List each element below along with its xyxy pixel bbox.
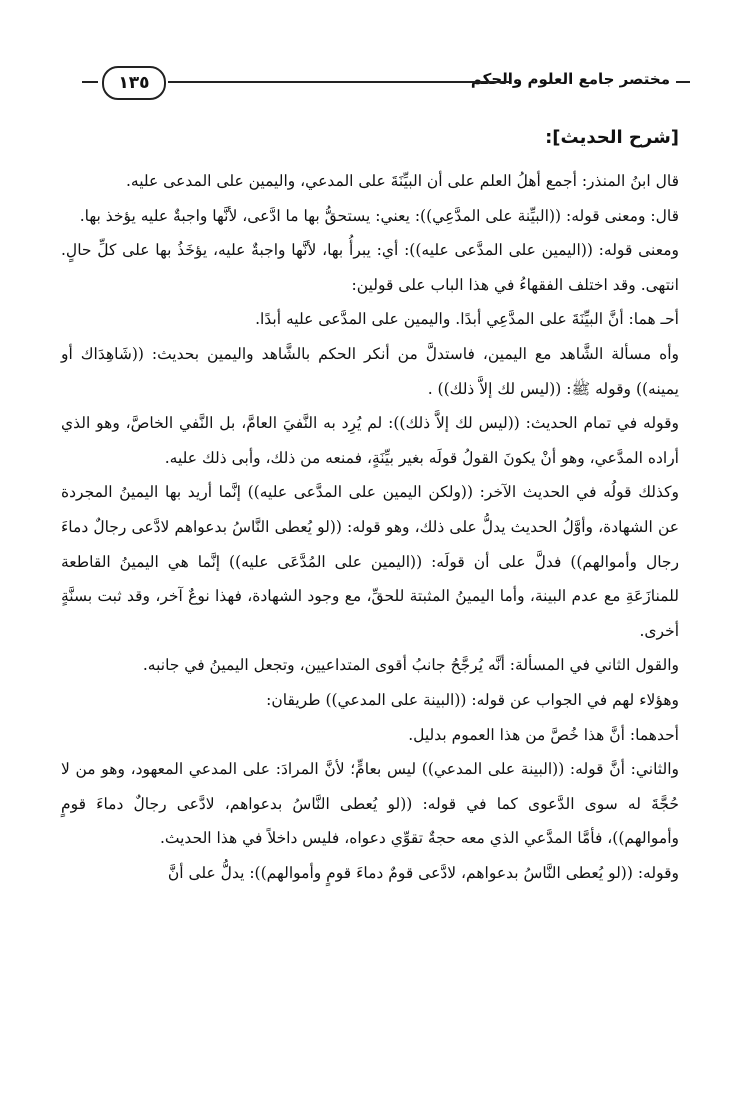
header-dash-right xyxy=(676,81,690,83)
book-title: مختصر جامع العلوم والحكم xyxy=(470,70,670,88)
paragraph-12: وقوله: ((لو يُعطى النَّاسُ بدعواهم، لادَّعى قومٌ دماءَ قومٍ وأموالهم)): يدلُّ على أنَّ xyxy=(167,863,679,882)
paragraph-7: وكذلك قولُه في الحديث الآخر: ((ولكن اليمين على المدَّعى عليه)) إنَّما أريد بها اليمينُ المجردة عن الشهادة، وأوَّلُ الحديث يدلُّ على ذلك، وهو قوله: ((لو يُعطى النَّاسُ بدعواهم لادَّعى رجالٌ دماءَ رجال وأموالهم)) فدلَّ على أن قولَه: ((اليمين على المُدَّعَى عليه)) إنَّما هي اليمينُ القاطعة للمنازَعَةِ مع عدم البينة، وأما اليمينُ المثبتة للحقِّ، مع وجود الشهادة، فهذا نوعٌ آخر، وقد ثبت بسنَّةٍ أخرى. xyxy=(61,483,679,640)
paragraph-8: والقول الثاني في المسألة: أنَّه يُرجَّحُ جانبُ أقوى المتداعيين، وتجعل اليمينُ في جانبه. xyxy=(142,656,679,675)
page-body xyxy=(61,118,679,890)
paragraph-6: وقوله في تمام الحديث: ((ليس لك إلاَّ ذلك)): لم يُرِد به النَّفيَ العامَّ، بل النَّفي الخاصَّ، وهو الذي أراده المدَّعي، وهو أنْ يكونَ القولُ قولَه بغير بيِّنَةٍ، فمنعه من ذلك، وأبى ذلك عليه. xyxy=(61,414,679,467)
paragraph-9: وهؤلاء لهم في الجواب عن قوله: ((البينة على المدعي)) طريقان: xyxy=(266,690,679,709)
section-heading: [شرح الحديث]: xyxy=(545,127,679,148)
paragraph-3: ومعنى قوله: ((اليمين على المدَّعى عليه)): أي: يبرأُ بها، لأنَّها واجبةٌ عليه، يؤخَذُ بها على كلِّ حالٍ. انتهى. وقد اختلف الفقهاءُ في هذا الباب على قولين: xyxy=(61,241,679,294)
page-number: ١٣٥ xyxy=(102,66,166,100)
running-header xyxy=(80,62,680,112)
paragraph-10: أحدهما: أنَّ هذا خُصَّ من هذا العموم بدليل. xyxy=(408,725,679,744)
header-rule xyxy=(168,81,510,83)
paragraph-1: قال ابنُ المنذر: أجمع أهلُ العلم على أن البيِّنَةَ على المدعي، واليمين على المدعى عليه. xyxy=(125,172,679,190)
paragraph-2: قال: ومعنى قوله: ((البيِّنة على المدَّعِي)): يعني: يستحقُّ بها ما ادَّعى، لأنَّها واجبةٌ عليه يؤخذ بها. xyxy=(79,206,679,225)
header-dash-left xyxy=(82,81,98,83)
paragraph-11: والثاني: أنَّ قوله: ((البينة على المدعي)) ليس بعامٍّ؛ لأنَّ المرادَ: على المدعي المعهود، وهو من لا حُجَّةَ له سوى الدَّعوى كما في قوله: ((لو يُعطى النَّاسُ بدعواهم، لادَّعى رجالٌ دماءَ قومٍ وأموالهم))، فأمَّا المدَّعي الذي معه حجةٌ تقوِّي دعواه، فليس داخلاً في هذا الحديث. xyxy=(61,760,679,848)
paragraph-5: وأه مسألة الشَّاهد مع اليمين، فاستدلَّ من أنكر الحكم بالشَّاهد واليمين بحديث: ((شَاهِدَاك أو يمينه)) وقوله ﷺ: ((ليس لك إلاَّ ذلك)) . xyxy=(61,344,679,398)
paragraph-4: أحـ هما: أنَّ البيِّنَةَ على المدَّعِي أبدًا. واليمين على المدَّعى عليه أبدًا. xyxy=(255,310,679,329)
